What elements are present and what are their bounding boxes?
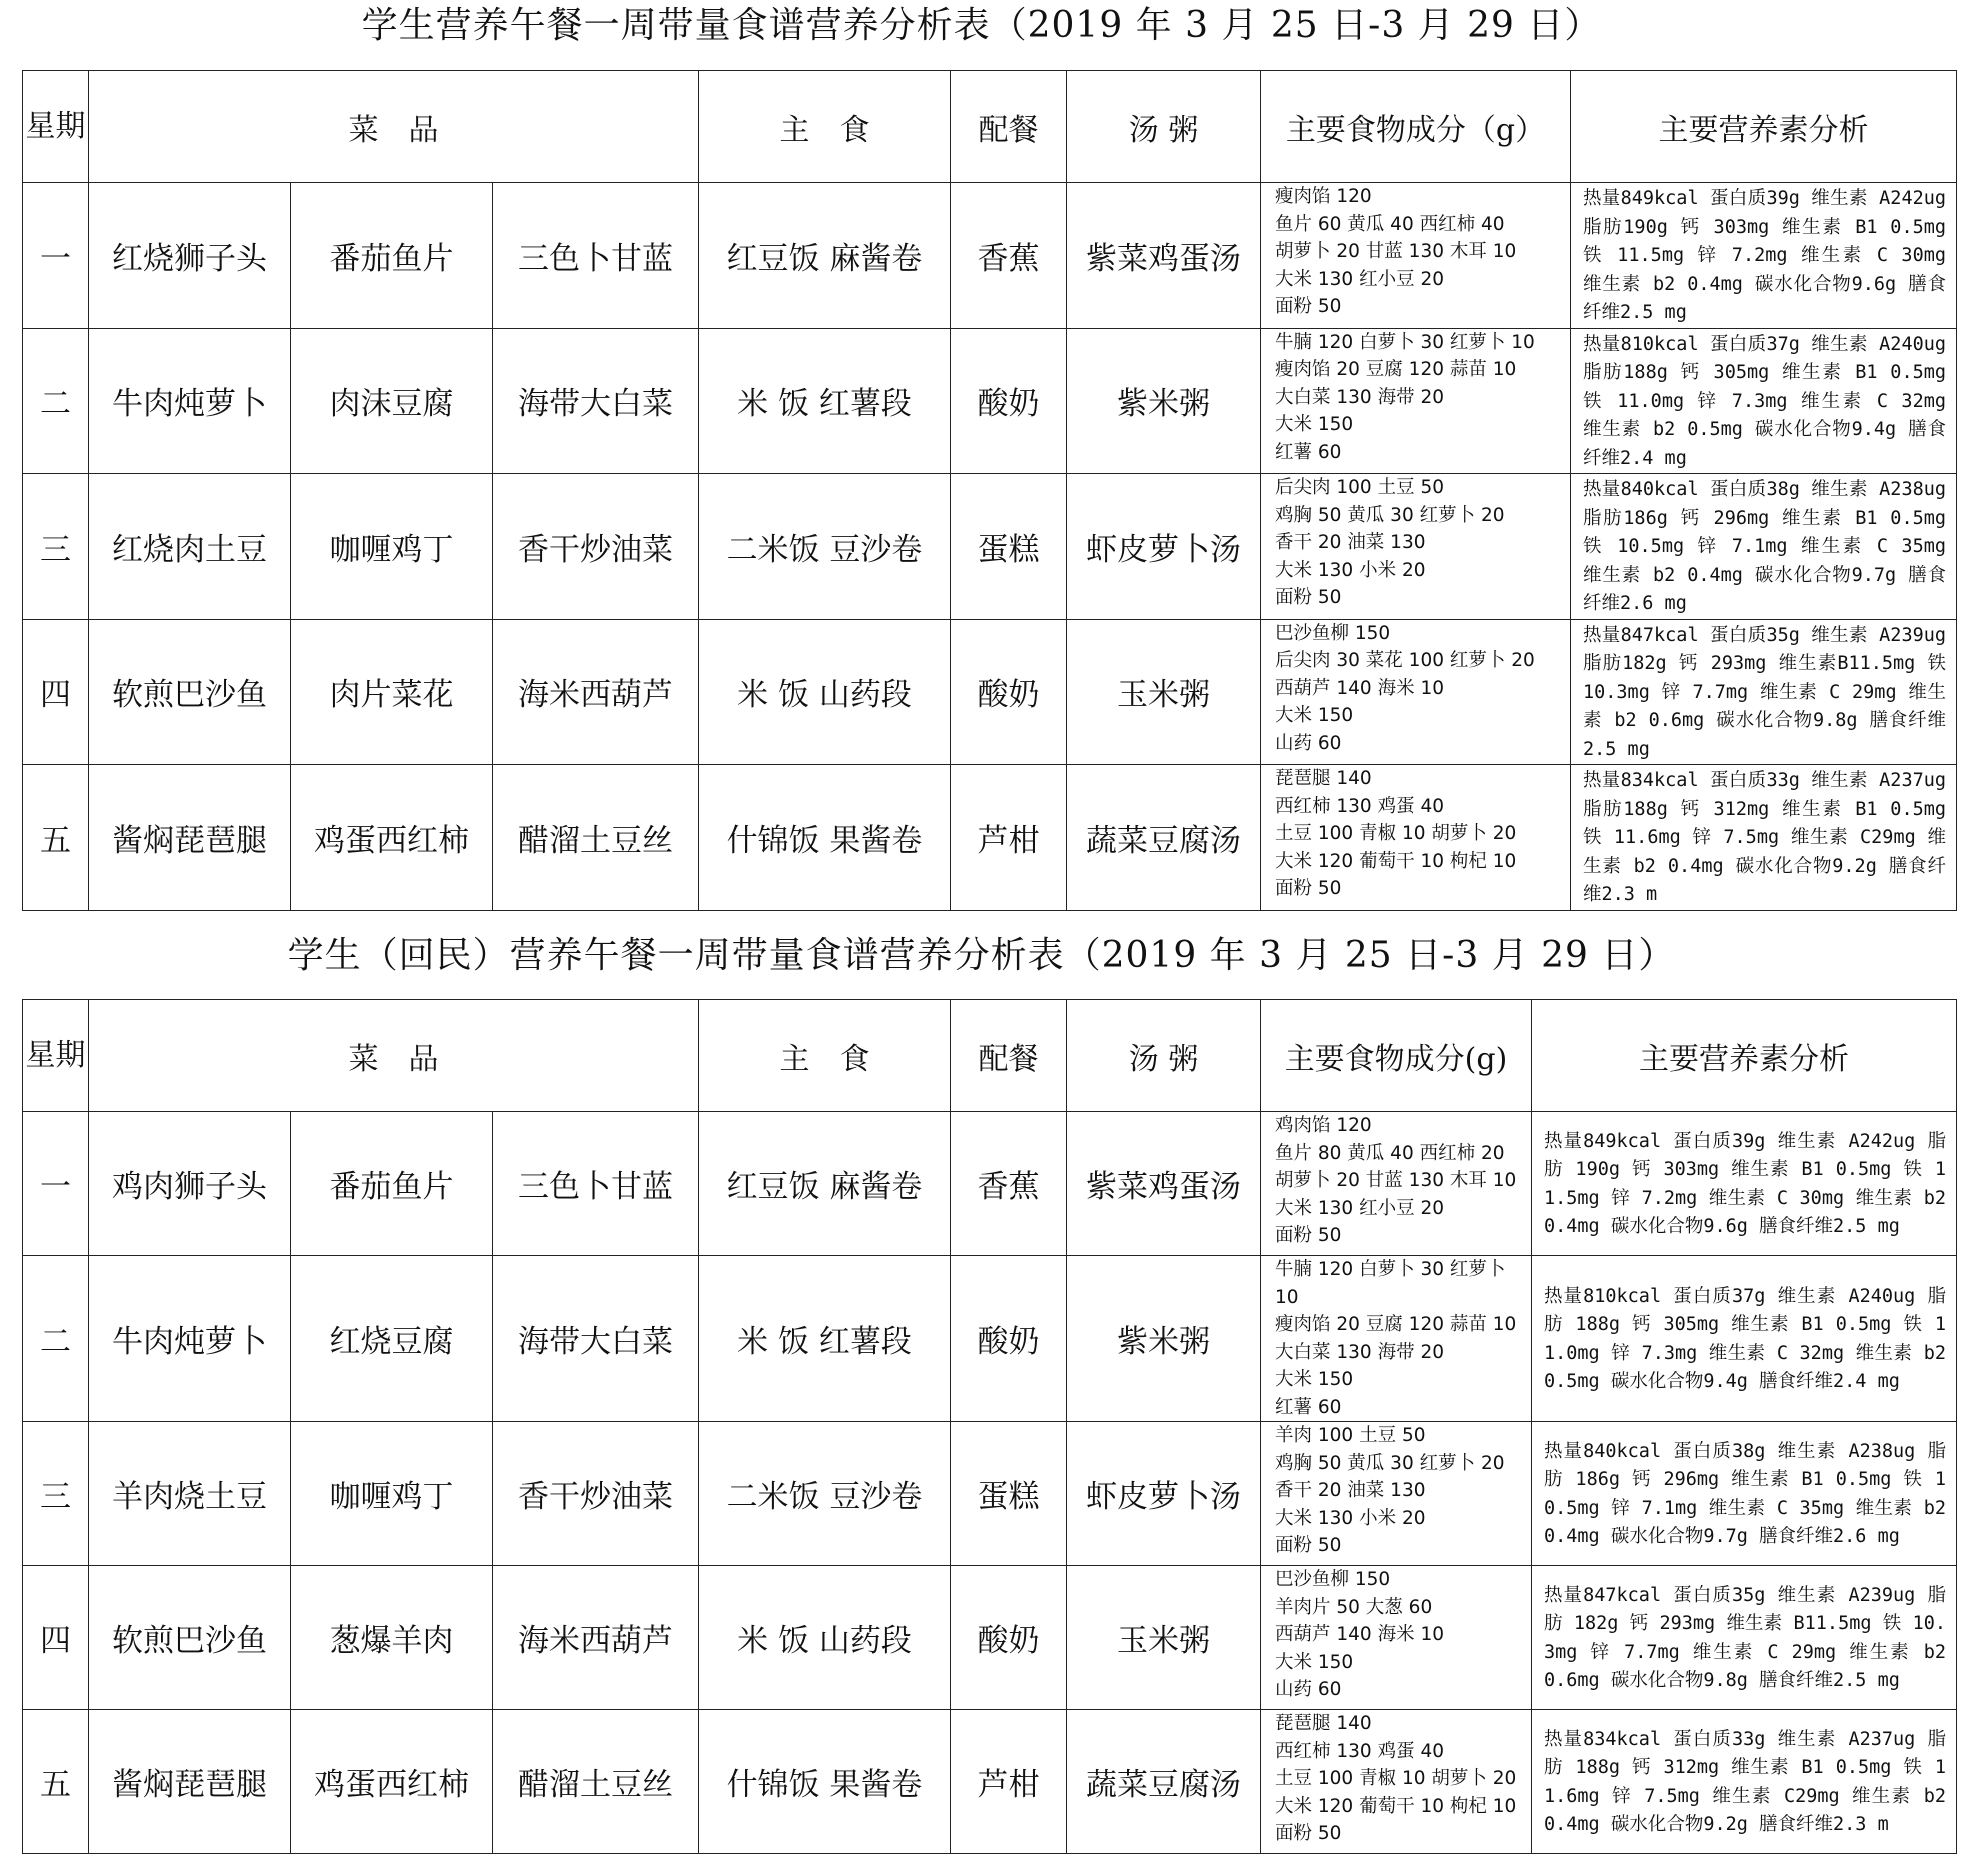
ingredient-line: 鱼片 60 黄瓜 40 西红柿 40 [1275, 213, 1505, 235]
soup-cell: 虾皮萝卜汤 [1067, 1422, 1261, 1566]
ingredient-line: 土豆 100 青椒 10 胡萝卜 20 [1275, 1768, 1517, 1789]
ingredient-line: 鱼片 80 黄瓜 40 西红柿 20 [1275, 1142, 1505, 1164]
header-ingredients: 主要食物成分（g） [1261, 71, 1571, 183]
ingredient-line: 山药 60 [1275, 1679, 1342, 1700]
staple-cell: 米 饭 山药段 [699, 619, 951, 765]
ingredient-line: 琵琶腿 140 [1275, 768, 1372, 789]
ingredient-line: 大米 150 [1275, 414, 1354, 435]
dish-1-cell: 鸡肉狮子头 [89, 1112, 291, 1256]
day-cell: 五 [23, 765, 89, 911]
ingredient-line: 鸡肉馅 120 [1275, 1115, 1372, 1136]
day-cell: 一 [23, 183, 89, 329]
ingredient-line: 鸡胸 50 黄瓜 30 红萝卜 20 [1275, 504, 1505, 526]
ingredient-line: 大米 120 葡萄干 10 枸杞 10 [1275, 1795, 1517, 1817]
side-cell: 酸奶 [951, 619, 1067, 765]
ingredient-line: 羊肉 100 土豆 50 [1275, 1425, 1426, 1446]
ingredient-line: 面粉 50 [1275, 1823, 1342, 1844]
ingredient-line: 面粉 50 [1275, 296, 1342, 317]
ingredients-cell [1261, 1256, 1532, 1422]
table-row [23, 328, 1957, 474]
header-nutrients: 主要营养素分析 [1571, 71, 1957, 183]
ingredients-cell [1261, 1422, 1532, 1566]
dish-1-cell: 软煎巴沙鱼 [89, 1566, 291, 1710]
day-cell: 五 [23, 1710, 89, 1854]
day-cell: 三 [23, 474, 89, 620]
day-cell: 二 [23, 1256, 89, 1422]
dish-3-cell: 海米西葫芦 [493, 1566, 699, 1710]
day-cell: 四 [23, 1566, 89, 1710]
ingredients-cell [1261, 474, 1571, 620]
staple-cell: 二米饭 豆沙卷 [699, 474, 951, 620]
ingredient-line: 牛腩 120 白萝卜 30 红萝卜 10 [1275, 331, 1535, 353]
dish-2-cell: 鸡蛋西红柿 [291, 1710, 493, 1854]
side-cell: 酸奶 [951, 328, 1067, 474]
soup-cell: 紫米粥 [1067, 1256, 1261, 1422]
nutrients-cell: 热量840kcal 蛋白质38g 维生素 A238ug 脂肪 186g 钙 296mg 维生素 B1 0.5mg 铁 10.5mg 锌 7.1mg 维生素 C 35mg 维生素 b2 0.4mg 碳水化合物9.7g 膳食纤维2.6 mg [1532, 1422, 1957, 1566]
dish-1-cell: 牛肉炖萝卜 [89, 328, 291, 474]
nutrients-cell: 热量847kcal 蛋白质35g 维生素 A239ug 脂肪182g 钙 293mg 维生素B11.5mg 铁 10.3mg 锌 7.7mg 维生素 C 29mg 维生素 b2 0.6mg 碳水化合物9.8g 膳食纤维2.5 mg [1571, 619, 1957, 765]
soup-cell: 玉米粥 [1067, 619, 1261, 765]
ingredient-line: 琵琶腿 140 [1275, 1713, 1372, 1734]
menu-table-hui [22, 999, 1957, 1854]
ingredient-line: 巴沙鱼柳 150 [1275, 622, 1391, 644]
staple-cell: 二米饭 豆沙卷 [699, 1422, 951, 1566]
day-cell: 二 [23, 328, 89, 474]
table-row [23, 1710, 1957, 1854]
soup-cell: 紫米粥 [1067, 328, 1261, 474]
ingredient-line: 大米 120 葡萄干 10 枸杞 10 [1275, 850, 1517, 872]
side-cell: 蛋糕 [951, 474, 1067, 620]
side-cell: 芦柑 [951, 1710, 1067, 1854]
header-nutrients: 主要营养素分析 [1532, 1000, 1957, 1112]
ingredients-cell [1261, 183, 1571, 329]
table-row [23, 183, 1957, 329]
dish-3-cell: 三色卜甘蓝 [493, 183, 699, 329]
ingredient-line: 大米 150 [1275, 705, 1354, 726]
dish-2-cell: 咖喱鸡丁 [291, 1422, 493, 1566]
ingredient-line: 香干 20 油菜 130 [1275, 1480, 1426, 1501]
dish-2-cell: 咖喱鸡丁 [291, 474, 493, 620]
dish-2-cell: 番茄鱼片 [291, 183, 493, 329]
dish-1-cell: 羊肉烧土豆 [89, 1422, 291, 1566]
ingredients-cell [1261, 1566, 1532, 1710]
table-row [23, 474, 1957, 620]
soup-cell: 玉米粥 [1067, 1566, 1261, 1710]
ingredient-line: 鸡胸 50 黄瓜 30 红萝卜 20 [1275, 1452, 1505, 1474]
dish-2-cell: 肉片菜花 [291, 619, 493, 765]
ingredient-line: 瘦肉馅 120 [1275, 186, 1372, 207]
ingredients-cell [1261, 1112, 1532, 1256]
ingredient-line: 西红柿 130 鸡蛋 40 [1275, 795, 1444, 817]
dish-3-cell: 三色卜甘蓝 [493, 1112, 699, 1256]
dish-3-cell: 海带大白菜 [493, 328, 699, 474]
day-cell: 四 [23, 619, 89, 765]
ingredient-line: 山药 60 [1275, 732, 1342, 754]
staple-cell: 米 饭 红薯段 [699, 328, 951, 474]
nutrients-cell: 热量840kcal 蛋白质38g 维生素 A238ug 脂肪186g 钙 296mg 维生素 B1 0.5mg 铁 10.5mg 锌 7.1mg 维生素 C 35mg 维生素 b2 0.4mg 碳水化合物9.7g 膳食纤维2.6 mg [1571, 474, 1957, 620]
ingredient-line: 10 [1275, 1286, 1299, 1308]
side-cell: 酸奶 [951, 1566, 1067, 1710]
header-side: 配餐 [951, 71, 1067, 183]
nutrients-cell: 热量849kcal 蛋白质39g 维生素 A242ug 脂肪 190g 钙 303mg 维生素 B1 0.5mg 铁 11.5mg 锌 7.2mg 维生素 C 30mg 维生素 b2 0.4mg 碳水化合物9.6g 膳食纤维2.5 mg [1532, 1112, 1957, 1256]
dish-2-cell: 葱爆羊肉 [291, 1566, 493, 1710]
soup-cell: 虾皮萝卜汤 [1067, 474, 1261, 620]
soup-cell: 紫菜鸡蛋汤 [1067, 1112, 1261, 1256]
dish-3-cell: 醋溜土豆丝 [493, 765, 699, 911]
dish-1-cell: 红烧肉土豆 [89, 474, 291, 620]
ingredients-cell [1261, 765, 1571, 911]
header-staple: 主 食 [699, 71, 951, 183]
nutrients-cell: 热量810kcal 蛋白质37g 维生素 A240ug 脂肪188g 钙 305mg 维生素 B1 0.5mg 铁 11.0mg 锌 7.3mg 维生素 C 32mg 维生素 b2 0.5mg 碳水化合物9.4g 膳食纤维2.4 mg [1571, 328, 1957, 474]
table-row [23, 1112, 1957, 1256]
ingredient-line: 香干 20 油菜 130 [1275, 532, 1426, 553]
ingredient-line: 胡萝卜 20 甘蓝 130 木耳 10 [1275, 1170, 1517, 1191]
ingredient-line: 面粉 50 [1275, 587, 1342, 608]
ingredient-line: 瘦肉馅 20 豆腐 120 蒜苗 10 [1275, 1314, 1517, 1335]
ingredient-line: 西红柿 130 鸡蛋 40 [1275, 1740, 1444, 1762]
staple-cell: 米 饭 山药段 [699, 1566, 951, 1710]
nutrients-cell: 热量834kcal 蛋白质33g 维生素 A237ug 脂肪188g 钙 312mg 维生素 B1 0.5mg 铁 11.6mg 锌 7.5mg 维生素 C29mg 维生素 b2 0.4mg 碳水化合物9.2g 膳食纤维2.3 m [1571, 765, 1957, 911]
dish-3-cell: 醋溜土豆丝 [493, 1710, 699, 1854]
ingredient-line: 西葫芦 140 海米 10 [1275, 677, 1444, 699]
staple-cell: 什锦饭 果酱卷 [699, 1710, 951, 1854]
header-staple: 主 食 [699, 1000, 951, 1112]
side-cell: 蛋糕 [951, 1422, 1067, 1566]
dish-1-cell: 软煎巴沙鱼 [89, 619, 291, 765]
ingredient-line: 大米 130 红小豆 20 [1275, 1197, 1444, 1219]
table-row [23, 765, 1957, 911]
ingredient-line: 面粉 50 [1275, 878, 1342, 899]
ingredient-line: 土豆 100 青椒 10 胡萝卜 20 [1275, 823, 1517, 844]
dish-1-cell: 酱焖琵琶腿 [89, 1710, 291, 1854]
header-dishes: 菜 品 [89, 1000, 699, 1112]
ingredient-line: 红薯 60 [1275, 1396, 1342, 1418]
dish-2-cell: 肉沫豆腐 [291, 328, 493, 474]
header-day: 星期 [23, 71, 89, 183]
header-row [23, 1000, 1957, 1112]
header-ingredients: 主要食物成分(g) [1261, 1000, 1532, 1112]
ingredient-line: 巴沙鱼柳 150 [1275, 1569, 1391, 1590]
dish-3-cell: 海带大白菜 [493, 1256, 699, 1422]
staple-cell: 红豆饭 麻酱卷 [699, 1112, 951, 1256]
dish-1-cell: 牛肉炖萝卜 [89, 1256, 291, 1422]
dish-3-cell: 香干炒油菜 [493, 474, 699, 620]
ingredient-line: 瘦肉馅 20 豆腐 120 蒜苗 10 [1275, 359, 1517, 380]
soup-cell: 蔬菜豆腐汤 [1067, 765, 1261, 911]
staple-cell: 红豆饭 麻酱卷 [699, 183, 951, 329]
table1-title: 学生营养午餐一周带量食谱营养分析表（2019 年 3 月 25 日-3 月 29 日） [361, 5, 1602, 46]
side-cell: 香蕉 [951, 1112, 1067, 1256]
header-side: 配餐 [951, 1000, 1067, 1112]
menu-table-standard [22, 70, 1957, 911]
header-soup: 汤 粥 [1067, 71, 1261, 183]
dish-3-cell: 海米西葫芦 [493, 619, 699, 765]
ingredient-line: 大白菜 130 海带 20 [1275, 1341, 1444, 1363]
table-row [23, 1256, 1957, 1422]
table-row [23, 619, 1957, 765]
staple-cell: 什锦饭 果酱卷 [699, 765, 951, 911]
dish-1-cell: 酱焖琵琶腿 [89, 765, 291, 911]
table2-title: 学生（回民）营养午餐一周带量食谱营养分析表（2019 年 3 月 25 日-3 月 29 日） [287, 935, 1676, 976]
header-day: 星期 [23, 1000, 89, 1112]
ingredient-line: 后尖肉 100 土豆 50 [1275, 477, 1444, 498]
ingredient-line: 大白菜 130 海带 20 [1275, 386, 1444, 408]
nutrients-cell: 热量834kcal 蛋白质33g 维生素 A237ug 脂肪 188g 钙 312mg 维生素 B1 0.5mg 铁 11.6mg 锌 7.5mg 维生素 C29mg 维生素 b2 0.4mg 碳水化合物9.2g 膳食纤维2.3 m [1532, 1710, 1957, 1854]
ingredient-line: 大米 130 红小豆 20 [1275, 268, 1444, 290]
soup-cell: 蔬菜豆腐汤 [1067, 1710, 1261, 1854]
soup-cell: 紫菜鸡蛋汤 [1067, 183, 1261, 329]
header-dishes: 菜 品 [89, 71, 699, 183]
ingredients-cell [1261, 1710, 1532, 1854]
ingredient-line: 面粉 50 [1275, 1535, 1342, 1556]
side-cell: 酸奶 [951, 1256, 1067, 1422]
ingredient-line: 后尖肉 30 菜花 100 红萝卜 20 [1275, 650, 1535, 671]
nutrients-cell: 热量847kcal 蛋白质35g 维生素 A239ug 脂肪 182g 钙 293mg 维生素 B11.5mg 铁 10.3mg 锌 7.7mg 维生素 C 29mg 维生素 b2 0.6mg 碳水化合物9.8g 膳食纤维2.5 mg [1532, 1566, 1957, 1710]
table-row [23, 1566, 1957, 1710]
ingredient-line: 大米 150 [1275, 1651, 1354, 1673]
table-row [23, 1422, 1957, 1566]
ingredient-line: 胡萝卜 20 甘蓝 130 木耳 10 [1275, 241, 1517, 262]
ingredient-line: 面粉 50 [1275, 1225, 1342, 1246]
ingredient-line: 西葫芦 140 海米 10 [1275, 1624, 1444, 1645]
dish-1-cell: 红烧狮子头 [89, 183, 291, 329]
day-cell: 一 [23, 1112, 89, 1256]
ingredient-line: 羊肉片 50 大葱 60 [1275, 1596, 1433, 1618]
ingredient-line: 牛腩 120 白萝卜 30 红萝卜 [1275, 1259, 1506, 1280]
dish-2-cell: 番茄鱼片 [291, 1112, 493, 1256]
day-cell: 三 [23, 1422, 89, 1566]
dish-2-cell: 鸡蛋西红柿 [291, 765, 493, 911]
ingredients-cell [1261, 328, 1571, 474]
ingredient-line: 大米 130 小米 20 [1275, 1507, 1426, 1529]
side-cell: 芦柑 [951, 765, 1067, 911]
ingredients-cell [1261, 619, 1571, 765]
ingredient-line: 大米 130 小米 20 [1275, 559, 1426, 581]
side-cell: 香蕉 [951, 183, 1067, 329]
ingredient-line: 红薯 60 [1275, 441, 1342, 463]
header-row [23, 71, 1957, 183]
staple-cell: 米 饭 红薯段 [699, 1256, 951, 1422]
dish-3-cell: 香干炒油菜 [493, 1422, 699, 1566]
dish-2-cell: 红烧豆腐 [291, 1256, 493, 1422]
nutrients-cell: 热量810kcal 蛋白质37g 维生素 A240ug 脂肪 188g 钙 305mg 维生素 B1 0.5mg 铁 11.0mg 锌 7.3mg 维生素 C 32mg 维生素 b2 0.5mg 碳水化合物9.4g 膳食纤维2.4 mg [1532, 1256, 1957, 1422]
nutrients-cell: 热量849kcal 蛋白质39g 维生素 A242ug 脂肪190g 钙 303mg 维生素 B1 0.5mg 铁 11.5mg 锌 7.2mg 维生素 C 30mg 维生素 b2 0.4mg 碳水化合物9.6g 膳食纤维2.5 mg [1571, 183, 1957, 329]
ingredient-line: 大米 150 [1275, 1369, 1354, 1390]
header-soup: 汤 粥 [1067, 1000, 1261, 1112]
